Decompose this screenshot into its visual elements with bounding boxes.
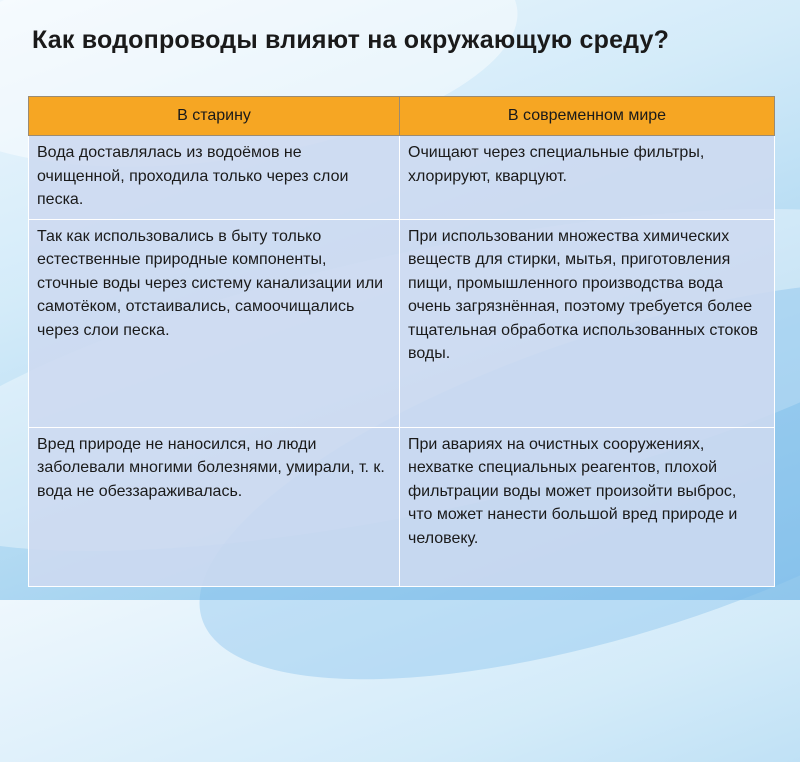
slide-title: Как водопроводы влияют на окружающую среду? xyxy=(32,26,670,54)
table-cell-modern: При авариях на очистных сооружениях, нехватке специальных реагентов, плохой фильтрации воды может произойти выброс, что может нанести большой вред природе и человеку. xyxy=(400,427,775,586)
comparison-table-container xyxy=(28,96,774,587)
table-cell-old: Так как использовались в быту только естественные природные компоненты, сточные воды через систему канализации или самотёком, отстаивались, самоочищались через слои песка. xyxy=(29,219,400,427)
table-row xyxy=(29,427,775,586)
table-cell-old: Вред природе не наносился, но люди заболевали многими болезнями, умирали, т. к. вода не обеззараживалась. xyxy=(29,427,400,586)
table-cell-modern: При использовании множества химических веществ для стирки, мытья, приготовления пищи, промышленного производства вода очень загрязнённая, поэтому требуется более тщательная обработка использованных стоков воды. xyxy=(400,219,775,427)
table-cell-modern: Очищают через специальные фильтры, хлорируют, кварцуют. xyxy=(400,136,775,220)
table-row xyxy=(29,219,775,427)
header-modern-world: В современном мире xyxy=(400,97,775,136)
table-row xyxy=(29,136,775,220)
table-cell-old: Вода доставлялась из водоёмов не очищенной, проходила только через слои песка. xyxy=(29,136,400,220)
table-header-row xyxy=(29,97,775,136)
header-old-times: В старину xyxy=(29,97,400,136)
comparison-table xyxy=(28,96,775,587)
